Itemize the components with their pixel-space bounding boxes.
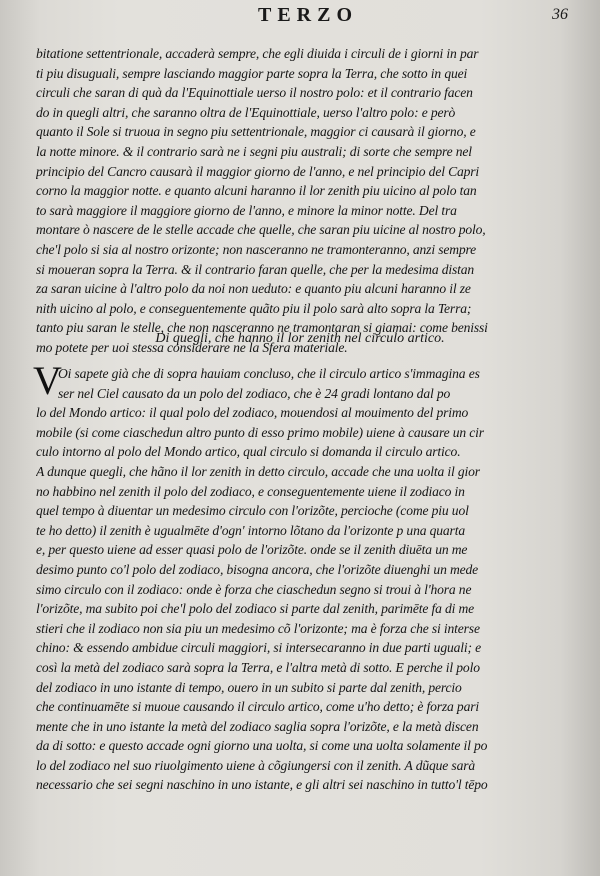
text-line: mo potete per uoi stessa considerare ne la Sfera materiale. (36, 339, 348, 355)
text-line: ser nel Ciel causato da un polo del zodiaco, che è 24 gradi lontano dal po (58, 385, 451, 401)
section-heading: Di quegli, che hanno il lor zenith nel circulo artico. (155, 331, 445, 346)
text-line: si moueran sopra la Terra. & il contrario faran quelle, che per la medesima distan (36, 261, 475, 277)
text-line: principio del Cancro causarà il maggior giorno de l'anno, e nel principio del Capri (36, 163, 480, 179)
text-line: culo intorno al polo del Mondo artico, qual circulo si domanda il circulo artico. (36, 444, 461, 460)
text-line: za saran uicine à l'altro polo da noi non ueduto: e quanto piu alcuni haranno il ze (36, 281, 471, 297)
page-header (0, 2, 600, 32)
text-line: mobile (si come ciaschedun altro punto di esso primo mobile) uiene à causare un cir (36, 424, 484, 440)
text-line: da di sotto: e questo accade ogni giorno una uolta, si come una uolta solamente il po (36, 738, 488, 754)
text-line: do in quegli altri, che saranno oltra de l'Equinottiale, uerso l'altro polo: e però (36, 104, 456, 120)
text-line: lo del zodiaco nel suo riuolgimento uiene à cõgiungersi con il zenith. A dũque sarà (36, 757, 475, 773)
drop-cap: V (33, 358, 62, 403)
text-line: no habbino nel zenith il polo del zodiaco, e conseguentemente uiene il zodiaco in (36, 483, 465, 499)
text-line: che continuamēte si muoue causando il circulo artico, come u'ho detto; è forza pari (36, 699, 479, 715)
text-line: così la metà del zodiaco sarà sopra la Terra, e l'altra metà di sotto. E perche il polo (36, 659, 480, 675)
text-line: che'l polo si sia al nostro orizonte; non nasceranno ne tramonteranno, anzi sempre (36, 241, 477, 257)
text-line: tanto piu saran le stelle, che non nasceranno ne tramontaran si giamai: come benissi (36, 320, 488, 336)
text-line: simo circulo con il zodiaco: onde è forza che ciaschedun segno si troui à l'hora ne (36, 581, 472, 597)
text-line: corno la maggior notte. e quanto alcuni haranno il lor zenith piu uicino al polo tan (36, 183, 477, 199)
text-line: ti piu disuguali, sempre lasciando maggior parte sopra la Terra, che sotto in quei (36, 65, 468, 81)
text-line: stieri che il zodiaco non sia piu un medesimo cõ l'orizonte; ma è forza che si interse (36, 620, 480, 636)
text-line: l'orizõte, ma subito poi che'l polo del zodiaco si parte dal zenith, parimēte fa di me (36, 601, 475, 617)
text-line: te ho detto) il zenith è ugualmēte d'ogn' intorno lõtano da l'orizonte p una quarta (36, 522, 465, 538)
text-block-1 (36, 44, 556, 358)
text-line: nith uicino al polo, e conseguentemente quãto piu il polo sarà alto sopra la Terra; (36, 300, 472, 316)
text-line: e, per questo uiene ad esser quasi polo de l'orizõte. onde se il zenith diuēta un me (36, 542, 468, 558)
text-block-2 (36, 364, 556, 795)
text-line: to sarà maggiore il maggiore giorno de l'anno, e minore la minor notte. Del tra (36, 202, 457, 218)
text-line: del zodiaco in uno istante di tempo, ouero in un subito si parte dal zenith, percio (36, 679, 462, 695)
text-line: desimo punto co'l polo del zodiaco, bisogna ancora, che l'orizõte diuenghi un mede (36, 561, 479, 577)
text-line: lo del Mondo artico: il qual polo del zodiaco, mouendosi al mouimento del primo (36, 405, 469, 421)
text-line: circuli che saran di quà da l'Equinottiale uerso il nostro polo: et il contrario facen (36, 85, 473, 101)
text-line: A dunque quegli, che hãno il lor zenith in detto circulo, accade che una uolta il gior (36, 463, 480, 479)
text-line: montare ò nascere de le stelle accade che quelle, che saran piu uicine al nostro polo, (36, 222, 486, 238)
text-line: quel tempo à diuentar un medesimo circulo con l'orizõte, percioche (come piu uol (36, 503, 469, 519)
text-line: Oi sapete già che di sopra hauiam concluso, che il circulo artico s'immagina es (58, 366, 480, 381)
text-line: mente che in uno istante la metà del zodiaco saglia sopra l'orizõte, e la metà discen (36, 718, 479, 734)
text-line: chino: & essendo ambidue circuli maggiori, si intersecaranno in due parti uguali; e (36, 640, 482, 656)
text-line: la notte minore. & il contrario sarà ne i segni piu australi; di sorte che sempre nel (36, 143, 472, 159)
text-line: quanto il Sole si truoua in segno piu settentrionale, maggior ci causarà il giorno, e (36, 124, 476, 140)
page-number: 36 (552, 6, 568, 23)
text-line: bitatione settentrionale, accaderà sempre, che egli diuida i circuli de i giorni in par (36, 46, 479, 61)
running-head: TERZO (258, 4, 359, 26)
text-line: necessario che sei segni naschino in uno istante, e gli altri sei naschino in tutto'l tēpo (36, 777, 488, 793)
